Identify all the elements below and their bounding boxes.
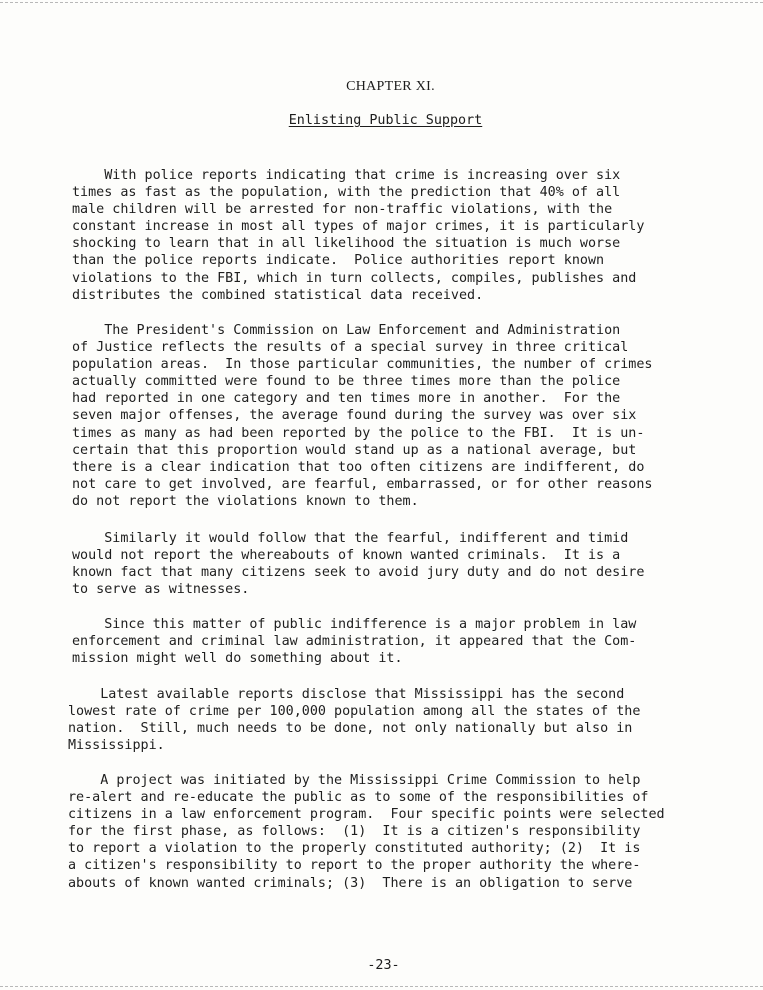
- text-line: for the first phase, as follows: (1) It is a citizen's responsibility: [68, 824, 641, 840]
- text-line: known fact that many citizens seek to avoid jury duty and do not desire: [72, 565, 645, 581]
- text-line: re-alert and re-educate the public as to some of the responsibilities of: [68, 790, 649, 806]
- text-line: certain that this proportion would stand up as a national average, but: [72, 442, 637, 458]
- text-line: actually committed were found to be three times more than the police: [72, 374, 621, 390]
- text-line: distributes the combined statistical data received.: [72, 287, 484, 303]
- text-line: to serve as witnesses.: [72, 582, 250, 598]
- text-line: abouts of known wanted criminals; (3) There is an obligation to serve: [68, 875, 633, 891]
- text-line: The President's Commission on Law Enforcement and Administration: [72, 323, 621, 338]
- text-line: there is a clear indication that too often citizens are indifferent, do: [72, 459, 645, 475]
- text-line: times as fast as the population, with the prediction that 40% of all: [72, 185, 621, 201]
- text-line: than the police reports indicate. Police authorities report known: [72, 253, 605, 269]
- text-line: Since this matter of public indifference is a major problem in law: [72, 617, 637, 632]
- section-title-text: Enlisting Public Support: [288, 113, 483, 128]
- text-line: Mississippi.: [68, 738, 165, 754]
- text-line: had reported in one category and ten times more in another. For the: [72, 391, 621, 407]
- text-line: would not report the whereabouts of known wanted criminals. It is a: [72, 548, 621, 564]
- page-number: -23-: [367, 958, 400, 973]
- text-line: constant increase in most all types of major crimes, it is particularly: [72, 219, 645, 235]
- paragraph-presidents-commission: [72, 322, 652, 510]
- text-line: Similarly it would follow that the fearful, indifferent and timid: [72, 531, 629, 546]
- text-line: to report a violation to the properly constituted authority; (2) It is: [68, 841, 641, 857]
- section-title: [0, 113, 763, 128]
- page-bottom-edge: [0, 986, 763, 987]
- text-line: With police reports indicating that crime is increasing over six: [72, 168, 621, 183]
- text-line: Latest available reports disclose that Mississippi has the second: [68, 687, 625, 702]
- paragraph-public-indifference: [72, 616, 636, 667]
- text-line: of Justice reflects the results of a special survey in three critical: [72, 340, 629, 356]
- text-line: population areas. In those particular communities, the number of crimes: [72, 357, 653, 373]
- text-line: nation. Still, much needs to be done, not only nationally but also in: [68, 721, 633, 737]
- text-line: male children will be arrested for non-traffic violations, with the: [72, 202, 613, 218]
- paragraph-similarly: [72, 530, 644, 598]
- text-line: mission might well do something about it.: [72, 651, 403, 667]
- paragraph-project-initiated: [68, 772, 665, 892]
- text-line: violations to the FBI, which in turn collects, compiles, publishes and: [72, 270, 637, 286]
- chapter-heading: CHAPTER XI.: [346, 79, 435, 94]
- text-line: A project was initiated by the Mississippi Crime Commission to help: [68, 773, 641, 788]
- text-line: do not report the violations known to them.: [72, 493, 419, 509]
- paragraph-crime-increase: [72, 167, 644, 304]
- text-line: seven major offenses, the average found during the survey was over six: [72, 408, 637, 424]
- text-line: enforcement and criminal law administration, it appeared that the Com-: [72, 634, 637, 650]
- text-line: not care to get involved, are fearful, embarrassed, or for other reasons: [72, 476, 653, 492]
- text-line: lowest rate of crime per 100,000 population among all the states of the: [68, 704, 641, 720]
- text-line: times as many as had been reported by the police to the FBI. It is un-: [72, 425, 645, 441]
- text-line: shocking to learn that in all likelihood the situation is much worse: [72, 236, 621, 252]
- text-line: citizens in a law enforcement program. Four specific points were selected: [68, 807, 665, 823]
- page-top-edge: [0, 2, 763, 3]
- text-line: a citizen's responsibility to report to the proper authority the where-: [68, 858, 641, 874]
- paragraph-latest-reports: [68, 686, 640, 754]
